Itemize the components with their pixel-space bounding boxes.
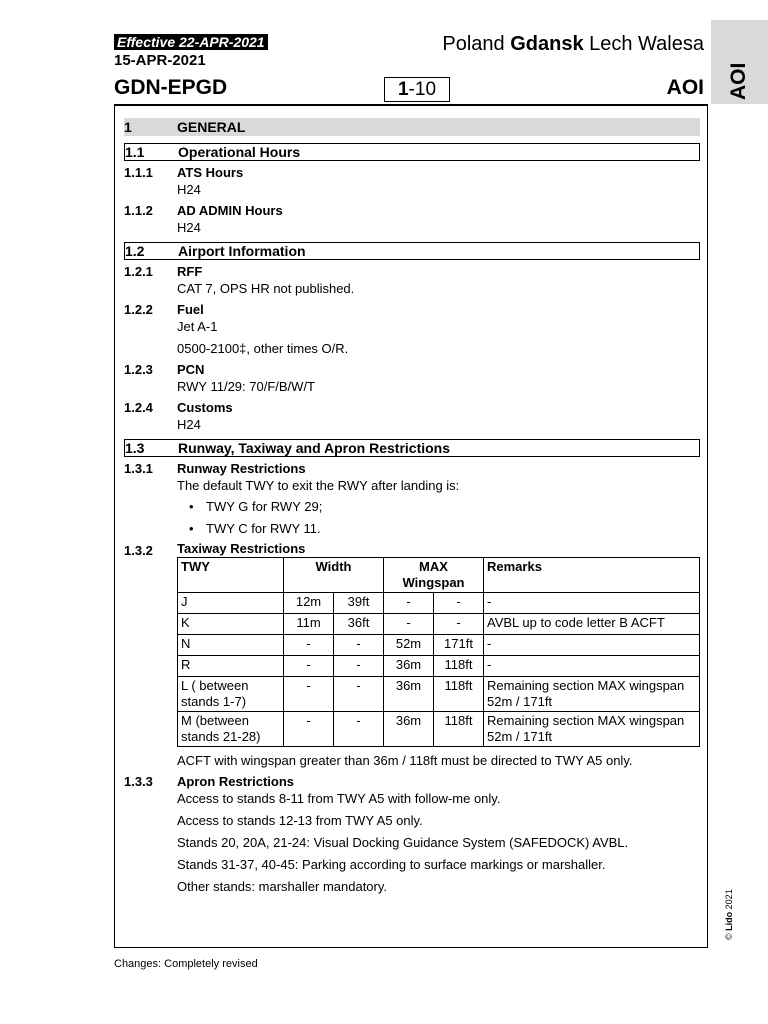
table-row bbox=[178, 635, 700, 656]
cell-width-ft: - bbox=[334, 712, 384, 747]
header-twy: TWY bbox=[178, 558, 284, 593]
table-row bbox=[178, 614, 700, 635]
subsection-heading: Airport Information bbox=[178, 243, 306, 259]
item-text: Jet A-1 bbox=[177, 319, 218, 334]
chapter-tab[interactable] bbox=[711, 20, 768, 104]
cell-span-ft: 118ft bbox=[434, 677, 484, 712]
airport-country: Poland bbox=[442, 33, 505, 55]
item-rff bbox=[124, 263, 700, 297]
copyright-brand: Lido bbox=[724, 911, 734, 931]
item-number: 1.2.4 bbox=[124, 400, 153, 415]
copyright-notice bbox=[724, 889, 734, 940]
airport-title bbox=[442, 33, 704, 56]
item-text: H24 bbox=[177, 182, 201, 197]
cell-span-m: 36m bbox=[384, 712, 434, 747]
item-taxiway-restrictions bbox=[124, 542, 700, 769]
item-heading: Runway Restrictions bbox=[177, 461, 306, 476]
item-number: 1.1.2 bbox=[124, 203, 153, 218]
item-number: 1.3.3 bbox=[124, 774, 153, 789]
cell-twy: R bbox=[178, 656, 284, 677]
copyright-year: 2021 bbox=[724, 889, 734, 910]
cell-width-m: 12m bbox=[284, 593, 334, 614]
taxiway-note: ACFT with wingspan greater than 36m / 118ft must be directed to TWY A5 only. bbox=[177, 753, 633, 768]
table-row bbox=[178, 712, 700, 747]
taxiway-table bbox=[177, 557, 700, 747]
item-number: 1.1.1 bbox=[124, 165, 153, 180]
section-heading: GENERAL bbox=[177, 119, 246, 135]
header-wingspan: MAX Wingspan bbox=[384, 558, 484, 593]
subsection-number: 1.1 bbox=[125, 144, 145, 160]
cell-span-ft: 118ft bbox=[434, 656, 484, 677]
cell-span-ft: 171ft bbox=[434, 635, 484, 656]
subsection-number: 1.3 bbox=[125, 440, 145, 456]
item-number: 1.2.3 bbox=[124, 362, 153, 377]
item-text: The default TWY to exit the RWY after landing is: bbox=[177, 478, 460, 493]
cell-twy: L ( between stands 1-7) bbox=[178, 677, 284, 712]
section-general bbox=[124, 118, 700, 136]
table-row bbox=[178, 656, 700, 677]
cell-span-m: - bbox=[384, 614, 434, 635]
cell-width-ft: - bbox=[334, 656, 384, 677]
item-heading: RFF bbox=[177, 264, 203, 279]
item-ad-admin-hours bbox=[124, 202, 700, 236]
table-row bbox=[178, 677, 700, 712]
item-runway-restrictions bbox=[124, 460, 700, 537]
item-heading: Apron Restrictions bbox=[177, 774, 295, 789]
subsection-restrictions bbox=[124, 439, 700, 457]
cell-width-m: - bbox=[284, 635, 334, 656]
subsection-heading: Operational Hours bbox=[178, 144, 301, 160]
item-text: 0500-2100‡, other times O/R. bbox=[177, 341, 349, 356]
cell-twy: M (between stands 21-28) bbox=[178, 712, 284, 747]
item-ats-hours bbox=[124, 164, 700, 198]
cell-span-ft: - bbox=[434, 614, 484, 635]
item-heading: Customs bbox=[177, 400, 233, 415]
cell-remarks: - bbox=[484, 656, 700, 677]
cell-span-m: 36m bbox=[384, 656, 434, 677]
subsection-number: 1.2 bbox=[125, 243, 145, 259]
item-heading: AD ADMIN Hours bbox=[177, 203, 283, 218]
apron-line: Access to stands 8-11 from TWY A5 with follow-me only. bbox=[177, 791, 501, 806]
cell-width-m: 11m bbox=[284, 614, 334, 635]
cell-span-m: 36m bbox=[384, 677, 434, 712]
apron-line: Stands 31-37, 40-45: Parking according to surface markings or marshaller. bbox=[177, 857, 606, 872]
cell-remarks: - bbox=[484, 635, 700, 656]
item-apron-restrictions bbox=[124, 773, 700, 895]
subsection-airport-information bbox=[124, 242, 700, 260]
subsection-operational-hours bbox=[124, 143, 700, 161]
cell-remarks: AVBL up to code letter B ACFT bbox=[484, 614, 700, 635]
list-item: • TWY G for RWY 29; bbox=[177, 498, 700, 515]
item-number: 1.2.2 bbox=[124, 302, 153, 317]
revision-date: 15-APR-2021 bbox=[114, 52, 206, 69]
cell-twy: N bbox=[178, 635, 284, 656]
header-remarks: Remarks bbox=[484, 558, 700, 593]
page-number-rest: -10 bbox=[408, 79, 437, 100]
item-heading: Taxiway Restrictions bbox=[177, 541, 306, 556]
cell-span-ft: - bbox=[434, 593, 484, 614]
apron-line: Access to stands 12-13 from TWY A5 only. bbox=[177, 813, 423, 828]
cell-twy: K bbox=[178, 614, 284, 635]
chapter-tab-label: AOI bbox=[727, 62, 750, 100]
cell-span-ft: 118ft bbox=[434, 712, 484, 747]
subsection-heading: Runway, Taxiway and Apron Restrictions bbox=[178, 440, 451, 456]
table-row bbox=[178, 593, 700, 614]
copyright-symbol: © bbox=[724, 933, 734, 940]
airport-name: Lech Walesa bbox=[589, 33, 704, 55]
cell-width-ft: 39ft bbox=[334, 593, 384, 614]
item-number: 1.3.1 bbox=[124, 461, 153, 476]
cell-remarks: Remaining section MAX wingspan 52m / 171ft bbox=[484, 712, 700, 747]
header-width: Width bbox=[284, 558, 384, 593]
item-heading: Fuel bbox=[177, 302, 204, 317]
table-header-row bbox=[178, 558, 700, 593]
item-customs bbox=[124, 399, 700, 433]
item-text: CAT 7, OPS HR not published. bbox=[177, 281, 355, 296]
cell-twy: J bbox=[178, 593, 284, 614]
apron-line: Other stands: marshaller mandatory. bbox=[177, 879, 388, 894]
cell-span-m: - bbox=[384, 593, 434, 614]
cell-width-ft: - bbox=[334, 635, 384, 656]
item-number: 1.2.1 bbox=[124, 264, 153, 279]
airport-code: GDN-EPGD bbox=[114, 76, 228, 99]
cell-remarks: Remaining section MAX wingspan 52m / 171ft bbox=[484, 677, 700, 712]
item-text: H24 bbox=[177, 417, 201, 432]
cell-remarks: - bbox=[484, 593, 700, 614]
effective-date-banner: Effective 22-APR-2021 bbox=[114, 34, 268, 50]
item-heading: PCN bbox=[177, 362, 205, 377]
cell-width-m: - bbox=[284, 656, 334, 677]
item-text: RWY 11/29: 70/F/B/W/T bbox=[177, 379, 315, 394]
section-number: 1 bbox=[124, 119, 132, 135]
list-item: • TWY C for RWY 11. bbox=[177, 520, 700, 537]
cell-span-m: 52m bbox=[384, 635, 434, 656]
document-body bbox=[124, 118, 700, 899]
item-text: H24 bbox=[177, 220, 201, 235]
item-fuel bbox=[124, 301, 700, 357]
airport-city: Gdansk bbox=[510, 33, 584, 55]
page-number bbox=[384, 77, 450, 102]
changes-note: Changes: Completely revised bbox=[114, 958, 258, 970]
cell-width-m: - bbox=[284, 677, 334, 712]
cell-width-ft: - bbox=[334, 677, 384, 712]
item-heading: ATS Hours bbox=[177, 165, 244, 180]
item-pcn bbox=[124, 361, 700, 395]
cell-width-ft: 36ft bbox=[334, 614, 384, 635]
cell-width-m: - bbox=[284, 712, 334, 747]
exit-twy-list bbox=[177, 498, 700, 537]
item-number: 1.3.2 bbox=[124, 543, 153, 558]
section-title: AOI bbox=[666, 76, 704, 99]
page-number-bold: 1 bbox=[397, 79, 409, 100]
apron-line: Stands 20, 20A, 21-24: Visual Docking Guidance System (SAFEDOCK) AVBL. bbox=[177, 835, 629, 850]
